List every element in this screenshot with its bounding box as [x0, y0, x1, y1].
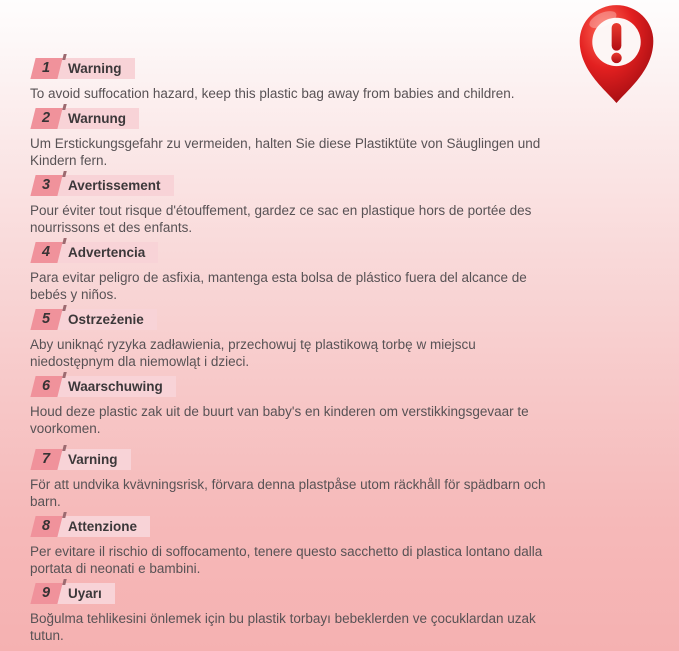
warning-text: Boğulma tehlikesini önlemek için bu plastik torbayı bebeklerden ve çocuklardan uzak tutun.: [30, 611, 536, 643]
section-number-chip: [30, 583, 62, 604]
section-badge: [30, 449, 131, 470]
section-language-label: Warning: [52, 58, 135, 79]
section-badge: [30, 58, 135, 79]
section-language-label: Warnung: [52, 108, 139, 129]
section-language-label: Waarschuwing: [52, 376, 176, 397]
warning-section: [30, 583, 679, 644]
section-language-label: Avertissement: [52, 175, 174, 196]
section-badge: [30, 108, 139, 129]
section-badge: [30, 376, 176, 397]
section-number-chip: [30, 449, 62, 470]
warning-text: Pour éviter tout risque d'étouffement, gardez ce sac en plastique hors de portée des nourrissons et des enfants.: [30, 203, 532, 235]
section-number-chip: [30, 516, 62, 537]
section-number-chip: [30, 175, 62, 196]
section-number: 7: [42, 451, 51, 468]
section-badge: [30, 516, 150, 537]
section-number: 2: [42, 110, 51, 127]
section-badge: [30, 242, 158, 263]
warning-text: To avoid suffocation hazard, keep this plastic bag away from babies and children.: [30, 86, 515, 101]
section-number-chip: [30, 309, 62, 330]
warning-section: [30, 449, 679, 510]
section-number-chip: [30, 58, 62, 79]
section-number: 8: [42, 518, 51, 535]
section-language-label: Varning: [52, 449, 131, 470]
warning-text: Houd deze plastic zak uit de buurt van baby's en kinderen om verstikkingsgevaar te voorkomen.: [30, 404, 529, 436]
warning-section: [30, 516, 679, 577]
section-number-chip: [30, 242, 62, 263]
section-number: 5: [42, 311, 51, 328]
warning-text: Um Erstickungsgefahr zu vermeiden, halten Sie diese Plastiktüte von Säuglingen und Kindern fern.: [30, 136, 541, 168]
section-language-label: Advertencia: [52, 242, 158, 263]
section-language-label: Ostrzeżenie: [52, 309, 157, 330]
section-badge: [30, 583, 115, 604]
warning-text: Para evitar peligro de asfixia, mantenga esta bolsa de plástico fuera del alcance de bebés y niños.: [30, 270, 527, 302]
alert-pin-icon: [570, 4, 663, 105]
warning-section: [30, 376, 679, 437]
section-badge: [30, 175, 174, 196]
warning-text: Per evitare il rischio di soffocamento, tenere questo sacchetto di plastica lontano dalla portata di neonati e bambini.: [30, 544, 543, 576]
warning-section: [30, 175, 679, 236]
warning-text: För att undvika kvävningsrisk, förvara denna plastpåse utom räckhåll för spädbarn och barn.: [30, 477, 546, 509]
section-number: 1: [42, 60, 51, 77]
warning-section: [30, 242, 679, 303]
exclamation-bar: [612, 23, 622, 51]
section-language-label: Uyarı: [52, 583, 115, 604]
section-number: 9: [42, 585, 51, 602]
section-number: 6: [42, 378, 51, 395]
section-number: 4: [42, 244, 51, 261]
section-number: 3: [42, 177, 51, 194]
warning-section: [30, 309, 679, 370]
section-badge: [30, 309, 157, 330]
warning-section: [30, 108, 679, 169]
section-language-label: Attenzione: [52, 516, 150, 537]
section-number-chip: [30, 108, 62, 129]
section-number-chip: [30, 376, 62, 397]
exclamation-dot: [611, 53, 621, 63]
warning-text: Aby uniknąć ryzyka zadławienia, przechowuj tę plastikową torbę w miejscu niedostępnym dla niemowląt i dzieci.: [30, 337, 476, 369]
